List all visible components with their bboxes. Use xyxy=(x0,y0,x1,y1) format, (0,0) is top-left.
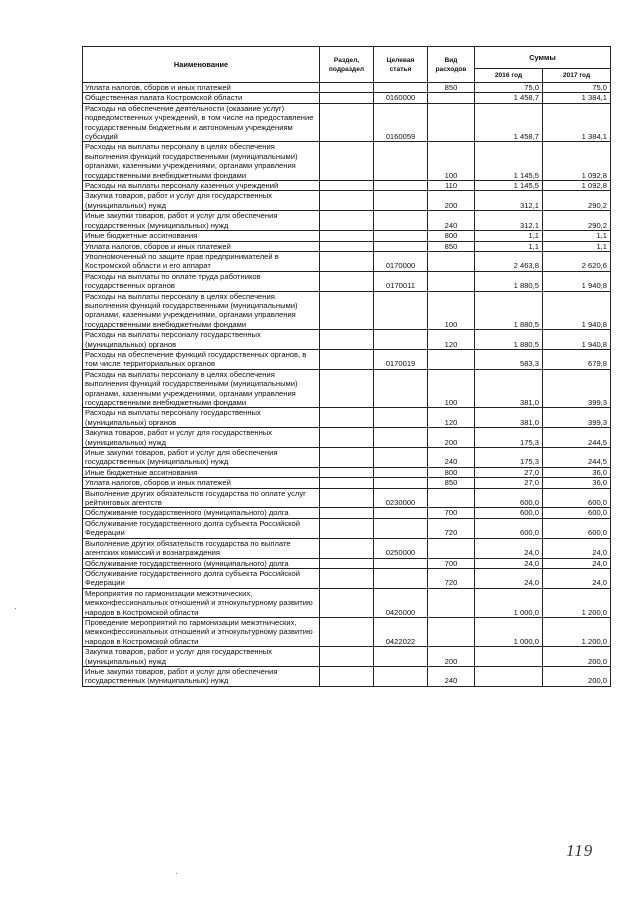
row-type: 720 xyxy=(428,518,475,538)
row-value-2016: 1,1 xyxy=(475,231,543,241)
row-target xyxy=(374,142,428,181)
row-section xyxy=(320,241,374,251)
row-section xyxy=(320,408,374,428)
row-section xyxy=(320,191,374,211)
table-body xyxy=(83,83,611,687)
row-value-2017: 679,8 xyxy=(543,349,611,369)
row-target xyxy=(374,291,428,330)
table-row xyxy=(83,617,611,646)
table-row xyxy=(83,181,611,191)
table-row xyxy=(83,508,611,518)
row-type: 800 xyxy=(428,467,475,477)
row-target: 0160059 xyxy=(374,103,428,142)
row-target xyxy=(374,408,428,428)
table-row xyxy=(83,369,611,408)
row-target: 0170000 xyxy=(374,251,428,271)
row-section xyxy=(320,518,374,538)
row-value-2017: 399,3 xyxy=(543,369,611,408)
row-section xyxy=(320,181,374,191)
scan-speck xyxy=(176,873,177,874)
row-name: Расходы на выплаты персоналу в целях обеспечения выполнения функций государственными (муниципальными) органами, казенными учреждениями, органами управления государственными внебюджетными фондами xyxy=(83,291,320,330)
row-target xyxy=(374,568,428,588)
row-name: Обслуживание государственного долга субъекта Российской Федерации xyxy=(83,518,320,538)
row-section xyxy=(320,83,374,93)
budget-table-sheet xyxy=(82,46,610,687)
row-type xyxy=(428,617,475,646)
row-value-2017: 244,5 xyxy=(543,448,611,468)
row-name: Расходы на обеспечение функций государственных органов, в том числе территориальных органов xyxy=(83,349,320,369)
table-row xyxy=(83,142,611,181)
row-value-2016: 600,0 xyxy=(475,518,543,538)
row-type: 100 xyxy=(428,291,475,330)
row-value-2016: 312,1 xyxy=(475,191,543,211)
row-value-2017: 75,0 xyxy=(543,83,611,93)
table-row xyxy=(83,191,611,211)
row-target xyxy=(374,83,428,93)
row-section xyxy=(320,448,374,468)
row-name: Проведение мероприятий по гармонизации межэтнических, межконфессиональных отношений и этнокультурному развитию народов в Костромской области xyxy=(83,617,320,646)
table-row xyxy=(83,478,611,488)
row-type: 850 xyxy=(428,478,475,488)
row-value-2016: 1 880,5 xyxy=(475,291,543,330)
row-value-2016: 2 463,8 xyxy=(475,251,543,271)
row-name: Обслуживание государственного долга субъекта Российской Федерации xyxy=(83,568,320,588)
row-value-2016: 24,0 xyxy=(475,558,543,568)
table-row xyxy=(83,518,611,538)
row-value-2017: 24,0 xyxy=(543,538,611,558)
table-row xyxy=(83,103,611,142)
row-type: 120 xyxy=(428,330,475,350)
row-value-2016: 1 145,5 xyxy=(475,181,543,191)
row-section xyxy=(320,291,374,330)
row-value-2016: 600,0 xyxy=(475,488,543,508)
row-value-2016: 175,3 xyxy=(475,428,543,448)
header-name: Наименование xyxy=(83,47,320,83)
scan-speck xyxy=(15,608,16,609)
row-section xyxy=(320,617,374,646)
row-target xyxy=(374,666,428,686)
row-type: 100 xyxy=(428,142,475,181)
row-type xyxy=(428,271,475,291)
row-value-2016 xyxy=(475,666,543,686)
row-section xyxy=(320,488,374,508)
row-section xyxy=(320,369,374,408)
row-section xyxy=(320,568,374,588)
row-type xyxy=(428,488,475,508)
row-name: Расходы на выплаты персоналу в целях обеспечения выполнения функций государственными (муниципальными) органами, казенными учреждениями, органами управления государственными внебюджетными фондами xyxy=(83,142,320,181)
row-name: Закупка товаров, работ и услуг для государственных (муниципальных) нужд xyxy=(83,191,320,211)
row-target: 0230000 xyxy=(374,488,428,508)
row-target xyxy=(374,330,428,350)
row-section xyxy=(320,508,374,518)
row-value-2016: 583,3 xyxy=(475,349,543,369)
table-row xyxy=(83,467,611,477)
row-value-2017: 36,0 xyxy=(543,478,611,488)
row-type: 700 xyxy=(428,508,475,518)
row-section xyxy=(320,428,374,448)
row-value-2017: 600,0 xyxy=(543,518,611,538)
row-type: 850 xyxy=(428,241,475,251)
header-type: Вид расходов xyxy=(428,47,475,83)
row-value-2017: 290,2 xyxy=(543,211,611,231)
row-value-2017: 1 940,8 xyxy=(543,330,611,350)
row-type xyxy=(428,93,475,103)
row-value-2017: 1 384,1 xyxy=(543,103,611,142)
row-section xyxy=(320,231,374,241)
row-type: 200 xyxy=(428,647,475,667)
row-name: Иные закупки товаров, работ и услуг для обеспечения государственных (муниципальных) нужд xyxy=(83,666,320,686)
row-name: Иные закупки товаров, работ и услуг для обеспечения государственных (муниципальных) нужд xyxy=(83,448,320,468)
row-type: 200 xyxy=(428,428,475,448)
row-target xyxy=(374,647,428,667)
row-value-2017: 2 620,6 xyxy=(543,251,611,271)
table-row xyxy=(83,271,611,291)
row-name: Расходы на выплаты персоналу казенных учреждений xyxy=(83,181,320,191)
row-type xyxy=(428,349,475,369)
row-type: 240 xyxy=(428,666,475,686)
header-2017: 2017 год xyxy=(543,69,611,83)
table-row xyxy=(83,488,611,508)
header-section: Раздел, подраздел xyxy=(320,47,374,83)
row-type: 120 xyxy=(428,408,475,428)
row-section xyxy=(320,666,374,686)
row-value-2017: 24,0 xyxy=(543,558,611,568)
row-name: Мероприятия по гармонизации межэтнических, межконфессиональных отношений и этнокультурному развитию народов в Костромской области xyxy=(83,588,320,617)
header-target: Целевая статья xyxy=(374,47,428,83)
row-target xyxy=(374,467,428,477)
row-value-2016: 1 145,5 xyxy=(475,142,543,181)
row-value-2017: 200,0 xyxy=(543,647,611,667)
table-row xyxy=(83,93,611,103)
row-name: Иные закупки товаров, работ и услуг для обеспечения государственных (муниципальных) нужд xyxy=(83,211,320,231)
row-type: 200 xyxy=(428,191,475,211)
row-name: Закупка товаров, работ и услуг для государственных (муниципальных) нужд xyxy=(83,428,320,448)
row-name: Расходы на выплаты персоналу государственных (муниципальных) органов xyxy=(83,408,320,428)
row-target xyxy=(374,191,428,211)
row-name: Выполнение других обязательств государства по оплате услуг рейтинговых агентств xyxy=(83,488,320,508)
table-row xyxy=(83,568,611,588)
row-type: 110 xyxy=(428,181,475,191)
table-row xyxy=(83,291,611,330)
row-type: 800 xyxy=(428,231,475,241)
row-name: Иные бюджетные ассигнования xyxy=(83,231,320,241)
row-type: 720 xyxy=(428,568,475,588)
table-row xyxy=(83,408,611,428)
row-target xyxy=(374,428,428,448)
row-type: 700 xyxy=(428,558,475,568)
row-section xyxy=(320,93,374,103)
row-target xyxy=(374,369,428,408)
row-value-2017: 244,5 xyxy=(543,428,611,448)
row-value-2017: 290,2 xyxy=(543,191,611,211)
row-value-2016: 1 458,7 xyxy=(475,93,543,103)
row-name: Закупка товаров, работ и услуг для государственных (муниципальных) нужд xyxy=(83,647,320,667)
row-target: 0170011 xyxy=(374,271,428,291)
table-row xyxy=(83,666,611,686)
table-row xyxy=(83,588,611,617)
row-value-2017: 1 940,8 xyxy=(543,291,611,330)
row-name: Уплата налогов, сборов и иных платежей xyxy=(83,478,320,488)
row-value-2017: 1,1 xyxy=(543,241,611,251)
row-value-2016: 1,1 xyxy=(475,241,543,251)
row-value-2016: 1 458,7 xyxy=(475,103,543,142)
table-row xyxy=(83,251,611,271)
table-row xyxy=(83,647,611,667)
row-type: 100 xyxy=(428,369,475,408)
row-section xyxy=(320,142,374,181)
table-row xyxy=(83,83,611,93)
row-name: Выполнение других обязательств государства по выплате агентских комиссий и вознаграждения xyxy=(83,538,320,558)
row-value-2016: 381,0 xyxy=(475,408,543,428)
page-number: 119 xyxy=(566,841,594,860)
row-value-2017: 600,0 xyxy=(543,508,611,518)
row-value-2017: 1 092,8 xyxy=(543,142,611,181)
row-name: Расходы на выплаты персоналу в целях обеспечения выполнения функций государственными (муниципальными) органами, казенными учреждениями, органами управления государственными внебюджетными фондами xyxy=(83,369,320,408)
row-value-2016: 27,0 xyxy=(475,467,543,477)
table-row xyxy=(83,448,611,468)
row-target xyxy=(374,478,428,488)
row-name: Обслуживание государственного (муниципального) долга xyxy=(83,558,320,568)
row-value-2017: 36,0 xyxy=(543,467,611,477)
row-section xyxy=(320,467,374,477)
row-target: 0160000 xyxy=(374,93,428,103)
row-value-2016: 1 880,5 xyxy=(475,330,543,350)
row-value-2016: 600,0 xyxy=(475,508,543,518)
row-value-2016: 1 880,5 xyxy=(475,271,543,291)
row-section xyxy=(320,330,374,350)
row-section xyxy=(320,271,374,291)
row-section xyxy=(320,647,374,667)
row-target: 0250000 xyxy=(374,538,428,558)
row-value-2016 xyxy=(475,647,543,667)
row-value-2016: 1 000,0 xyxy=(475,617,543,646)
row-name: Обслуживание государственного (муниципального) долга xyxy=(83,508,320,518)
table-row xyxy=(83,558,611,568)
row-name: Расходы на выплаты по оплате труда работников государственных органов xyxy=(83,271,320,291)
row-value-2017: 1 200,0 xyxy=(543,588,611,617)
header-sums: Суммы xyxy=(475,47,611,69)
row-value-2016: 312,1 xyxy=(475,211,543,231)
row-section xyxy=(320,538,374,558)
row-value-2017: 1 384,1 xyxy=(543,93,611,103)
row-type: 850 xyxy=(428,83,475,93)
row-name: Уплата налогов, сборов и иных платежей xyxy=(83,241,320,251)
row-value-2016: 1 000,0 xyxy=(475,588,543,617)
row-value-2017: 399,3 xyxy=(543,408,611,428)
row-target xyxy=(374,211,428,231)
row-section xyxy=(320,588,374,617)
row-value-2016: 381,0 xyxy=(475,369,543,408)
row-target xyxy=(374,181,428,191)
row-target xyxy=(374,241,428,251)
table-row xyxy=(83,538,611,558)
row-value-2017: 200,0 xyxy=(543,666,611,686)
row-value-2016: 24,0 xyxy=(475,568,543,588)
row-name: Уплата налогов, сборов и иных платежей xyxy=(83,83,320,93)
row-name: Расходы на обеспечение деятельности (оказание услуг) подведомственных учреждений, в том числе на предоставление государственным бюджетным и автономным учреждениям субсидий xyxy=(83,103,320,142)
row-value-2017: 1 092,8 xyxy=(543,181,611,191)
row-value-2017: 24,0 xyxy=(543,568,611,588)
row-value-2017: 1 940,8 xyxy=(543,271,611,291)
row-section xyxy=(320,251,374,271)
row-section xyxy=(320,211,374,231)
row-target xyxy=(374,518,428,538)
row-section xyxy=(320,103,374,142)
row-type xyxy=(428,251,475,271)
row-target xyxy=(374,558,428,568)
table-row xyxy=(83,241,611,251)
row-target: 0420000 xyxy=(374,588,428,617)
row-value-2017: 1 200,0 xyxy=(543,617,611,646)
table-row xyxy=(83,211,611,231)
row-value-2016: 27,0 xyxy=(475,478,543,488)
budget-table xyxy=(82,46,611,687)
row-target: 0422022 xyxy=(374,617,428,646)
row-name: Расходы на выплаты персоналу государственных (муниципальных) органов xyxy=(83,330,320,350)
row-type: 240 xyxy=(428,448,475,468)
row-target xyxy=(374,448,428,468)
row-type xyxy=(428,588,475,617)
table-row xyxy=(83,231,611,241)
row-target: 0170019 xyxy=(374,349,428,369)
row-target xyxy=(374,508,428,518)
row-value-2017: 600,0 xyxy=(543,488,611,508)
row-name: Уполномоченный по защите прав предпринимателей в Костромской области и его аппарат xyxy=(83,251,320,271)
row-value-2016: 175,3 xyxy=(475,448,543,468)
row-section xyxy=(320,558,374,568)
row-type xyxy=(428,538,475,558)
table-row xyxy=(83,349,611,369)
row-type xyxy=(428,103,475,142)
table-row xyxy=(83,428,611,448)
header-2016: 2016 год xyxy=(475,69,543,83)
row-value-2016: 24,0 xyxy=(475,538,543,558)
table-row xyxy=(83,330,611,350)
row-value-2017: 1,1 xyxy=(543,231,611,241)
row-section xyxy=(320,478,374,488)
row-name: Общественная палата Костромской области xyxy=(83,93,320,103)
row-target xyxy=(374,231,428,241)
row-name: Иные бюджетные ассигнования xyxy=(83,467,320,477)
row-section xyxy=(320,349,374,369)
row-type: 240 xyxy=(428,211,475,231)
row-value-2016: 75,0 xyxy=(475,83,543,93)
